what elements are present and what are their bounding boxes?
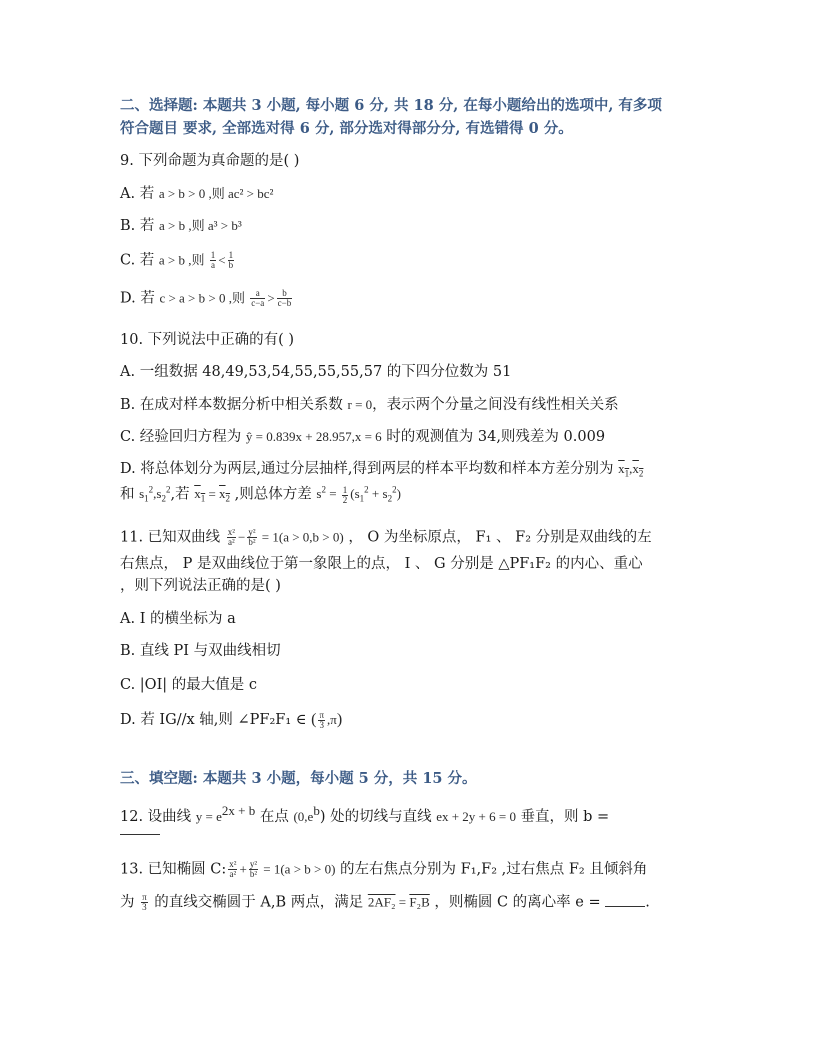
q13-answer-blank[interactable] — [605, 894, 645, 907]
q10-option-b: B. 在成对样本数据分析中相关系数 r = 0，表示两个分量之间没有线性相关关系 — [120, 397, 619, 413]
q9-b-label: B. 若 — [120, 218, 159, 234]
q10-option-d-line2: 和 $s_1^2,s_2^2$,若 $x_1 = x_2$ ,则总体方差 $s^2$ = $\frac{1}{2}$ $(s_1^2 + s_2^2)$ — [120, 484, 401, 505]
q9-c-frac-1-over-a: $\frac{1}{a}$ — [210, 250, 216, 270]
q11-stem-line3: ，则下列说法正确的是( ) — [120, 578, 281, 594]
q9-d-frac-a: $\frac{a}{c-a}$ — [251, 288, 265, 308]
q9-b-math: a > b ,则 a³ > b³ — [158, 218, 242, 233]
q9-a-label: A. 若 — [120, 186, 159, 202]
q9-c-math: a > b ,则 — [158, 252, 208, 268]
q11-stem-line1: 11. 已知双曲线 $\frac{\text{x²}}{\text{a²}}$ − $\frac{\text{y²}}{\text{b²}}$ = 1(a > 0,b > 0) ， O 为坐标原点， F₁ 、 F₂ 分别是双曲线的左 — [120, 527, 652, 547]
q12-line1: 12. 设曲线 $y = e^{2x + b}$ 在点 $(0,e^b)$ 处的切线与直线 ex + 2y + 6 = 0 垂直，则 b = — [120, 803, 610, 825]
section-3-heading: 三、填空题: 本题共 3 小题，每小题 5 分，共 15 分。 — [120, 770, 477, 787]
q13-line2: 为 $\frac{\pi}{3}$ 的直线交椭圆于 A,B 两点，满足 2AF₂ = F₂B ，则椭圆 C 的离心率 e = . — [120, 892, 650, 912]
q12-answer-blank[interactable] — [120, 822, 160, 840]
q9-option-a — [120, 186, 273, 203]
q9-option-b — [120, 218, 242, 235]
q9-c-label: C. 若 — [120, 252, 159, 269]
q11-option-d: D. 若 IG//x 轴,则 ∠PF₂F₁ ∈ ( $\frac{\pi}{3}$ ,π) — [120, 709, 343, 730]
q11-option-a: A. I 的横坐标为 a — [120, 611, 236, 627]
section-2-heading-line2: 符合题目 要求, 全部选对得 6 分, 部分选对得部分分, 有选错得 0 分。 — [120, 120, 573, 137]
q9-c-frac-1-over-b: $\frac{1}{b}$ — [228, 250, 234, 270]
q9-stem: 9. 下列命题为真命题的是( ) — [120, 153, 300, 169]
q13-line1: 13. 已知椭圆 C: $\frac{\text{x²}}{\text{a²}}$ + $\frac{\text{y²}}{\text{b²}}$ = 1(a > b > 0) 的左右焦点分别为 F₁,F₂ ,过右焦点 F₂ 且倾斜角 — [120, 859, 648, 879]
q9-option-c: C. 若 a > b ,则 $\frac{1}{a}$ < $\frac{1}{b}$ — [120, 250, 234, 270]
q10-stem: 10. 下列说法中正确的有( ) — [120, 332, 295, 348]
section-2-heading-line1: 二、选择题: 本题共 3 小题, 每小题 6 分, 共 18 分, 在每小题给出的选项中, 有多项 — [120, 97, 662, 114]
q9-option-d: D. 若 c > a > b > 0 ,则 $\frac{a}{c-a}$ > $\frac{b}{c-b}$ — [120, 288, 292, 308]
q11-option-c: C. |OI| 的最大值是 c — [120, 677, 258, 693]
q11-stem-line2: 右焦点， P 是双曲线位于第一象限上的点， I 、 G 分别是 △PF₁F₂ 的内心、重心 — [120, 556, 643, 572]
q9-d-frac-b: $\frac{b}{c-b}$ — [277, 288, 292, 308]
q11-option-b: B. 直线 PI 与双曲线相切 — [120, 643, 281, 659]
q10-option-c: C. 经验回归方程为 ŷ = 0.839x + 28.957,x = 6 时的观测值为 34,则残差为 0.009 — [120, 429, 606, 445]
q10-option-a: A. 一组数据 48,49,53,54,55,55,55,57 的下四分位数为 51 — [120, 364, 512, 380]
q10-option-d-line1: D. 将总体划分为两层,通过分层抽样,得到两层的样本平均数和样本方差分别为 $x_1,x_2$ — [120, 461, 644, 479]
q9-a-math: a > b > 0 ,则 ac² > bc² — [158, 186, 274, 201]
q9-d-label: D. 若 — [120, 290, 160, 307]
q9-d-math: c > a > b > 0 ,则 — [159, 290, 249, 306]
